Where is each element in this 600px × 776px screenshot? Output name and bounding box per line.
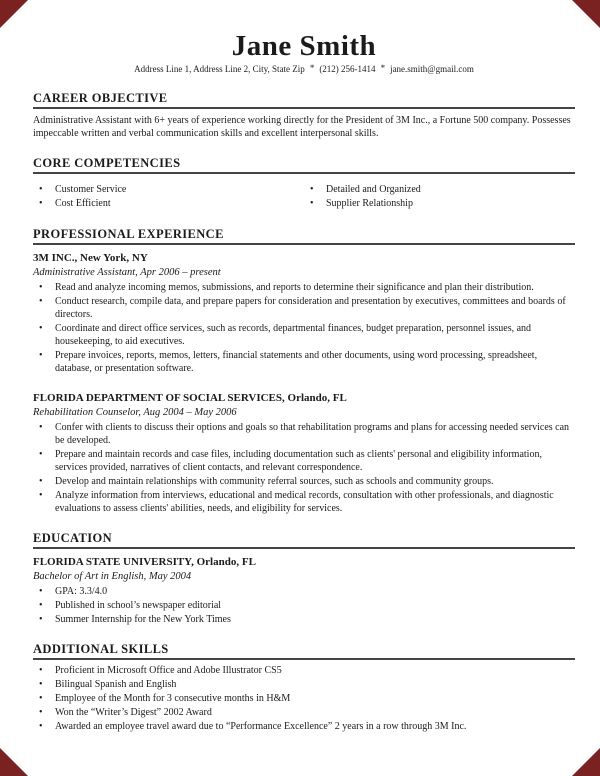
bullet-icon: •: [39, 721, 43, 732]
bullet-icon: •: [39, 707, 43, 718]
bullet-item: [33, 706, 575, 719]
job-bullet-list: [33, 421, 575, 515]
competency-column-1: [33, 179, 304, 211]
bullet-text: Conduct research, compile data, and prepare papers for consideration and presentation by executives, committees and boards of directors.: [55, 296, 566, 320]
section-career-objective: [33, 91, 575, 140]
bullet-icon: •: [39, 679, 43, 690]
bullet-icon: •: [39, 586, 43, 597]
bullet-icon: •: [39, 600, 43, 611]
section-professional-experience: [33, 227, 575, 515]
employer-name: 3M INC., New York, NY: [33, 252, 148, 264]
bullet-item: [33, 448, 575, 474]
competency-columns: [33, 179, 575, 211]
bullet-text: Develop and maintain relationships with community referral sources, such as schools and community groups.: [55, 476, 494, 487]
bullet-icon: •: [310, 184, 314, 195]
bullet-item: [33, 664, 575, 677]
bullet-icon: •: [39, 198, 43, 209]
section-paragraph: Administrative Assistant with 6+ years of experience working directly for the President of 3M Inc., a Fortune 500 company. Possesses impeccable written and verbal communication skills and excellent interpersonal skills.: [33, 115, 571, 139]
bullet-text: Summer Internship for the New York Times: [55, 614, 231, 625]
bullet-item: [33, 322, 575, 348]
corner-accent-top-right-icon: [572, 0, 600, 28]
bullet-item: [33, 489, 575, 515]
bullet-icon: •: [39, 665, 43, 676]
bullet-item: [33, 678, 575, 691]
contact-line: [33, 64, 575, 75]
bullet-item: [33, 720, 575, 733]
role-and-dates: Rehabilitation Counselor, Aug 2004 – May 2006: [33, 407, 237, 418]
bullet-text: Detailed and Organized: [326, 184, 421, 195]
bullet-icon: •: [39, 282, 43, 293]
bullet-item: [33, 599, 575, 612]
competency-column-2: [304, 179, 575, 211]
section-education: [33, 531, 575, 626]
job-entry: [33, 251, 575, 375]
section-additional-skills: [33, 642, 575, 733]
competency-list: [304, 183, 575, 210]
bullet-text: Employee of the Month for 3 consecutive months in H&M: [55, 693, 291, 704]
corner-accent-bottom-right-icon: [572, 748, 600, 776]
bullet-text: Published in school’s newspaper editorial: [55, 600, 222, 611]
bullet-item: [33, 585, 575, 598]
job-entry: [33, 555, 575, 626]
bullet-icon: •: [39, 184, 43, 195]
section-title-professional-experience: PROFESSIONAL EXPERIENCE: [33, 227, 575, 245]
bullet-item: [33, 295, 575, 321]
section-core-competencies: [33, 156, 575, 211]
corner-accent-bottom-left-icon: [0, 748, 28, 776]
bullet-icon: •: [39, 614, 43, 625]
bullet-item: [304, 197, 575, 210]
bullet-item: [33, 613, 575, 626]
bullet-text: Prepare and maintain records and case files, including documentation such as clients' personal and eligibility information, services provided, narratives of client contacts, and relevant correspondence.: [55, 449, 542, 473]
bullet-icon: •: [310, 198, 314, 209]
section-title-education: EDUCATION: [33, 531, 575, 549]
section-title-core-competencies: CORE COMPETENCIES: [33, 156, 575, 174]
job-bullet-list: [33, 585, 575, 626]
bullet-text: Awarded an employee travel award due to “Performance Excellence” 2 years in a row through 3M Inc.: [55, 721, 467, 732]
employer-name: FLORIDA DEPARTMENT OF SOCIAL SERVICES, Orlando, FL: [33, 392, 347, 404]
bullet-text: Customer Service: [55, 184, 127, 195]
job-entry: [33, 391, 575, 515]
bullet-text: Read and analyze incoming memos, submissions, and reports to determine their significance and plan their distribution.: [55, 282, 534, 293]
bullet-text: Bilingual Spanish and English: [55, 679, 177, 690]
bullet-text: Analyze information from interviews, educational and medical records, consultation with other professionals, and diagnostic evaluations to assess clients' abilities, needs, and eligibility for services.: [55, 490, 554, 514]
bullet-item: [33, 349, 575, 375]
section-title-additional-skills: ADDITIONAL SKILLS: [33, 642, 575, 660]
bullet-icon: •: [39, 350, 43, 361]
contact-email: jane.smith@gmail.com: [390, 64, 474, 74]
bullet-item: [33, 421, 575, 447]
role-and-dates: Bachelor of Art in English, May 2004: [33, 571, 192, 582]
job-bullet-list: [33, 281, 575, 375]
bullet-text: Cost Efficient: [55, 198, 111, 209]
role-and-dates: Administrative Assistant, Apr 2006 – present: [33, 267, 221, 278]
bullet-item: [33, 692, 575, 705]
bullet-icon: •: [39, 490, 43, 501]
name-title: Jane Smith: [231, 30, 377, 62]
contact-phone: (212) 256-1414: [319, 64, 376, 74]
bullet-icon: •: [39, 693, 43, 704]
bullet-icon: •: [39, 449, 43, 460]
bullet-text: Confer with clients to discuss their options and goals so that rehabilitation programs and plans for accessing needed services can be developed.: [55, 422, 570, 446]
bullet-text: GPA: 3.3/4.0: [55, 586, 108, 597]
bullet-text: Supplier Relationship: [326, 198, 413, 209]
contact-address: Address Line 1, Address Line 2, City, State Zip: [134, 64, 305, 74]
bullet-item: [33, 183, 304, 196]
bullet-text: Coordinate and direct office services, such as records, departmental finances, budget preparation, personnel issues, and housekeeping, to aid executives.: [55, 323, 532, 347]
bullet-text: Won the “Writer’s Digest” 2002 Award: [55, 707, 212, 718]
bullet-item: [33, 197, 304, 210]
bullet-item: [304, 183, 575, 196]
resume-sections: [33, 91, 575, 733]
bullet-item: [33, 475, 575, 488]
bullet-item: [33, 281, 575, 294]
bullet-icon: •: [39, 476, 43, 487]
section-title-career-objective: CAREER OBJECTIVE: [33, 91, 575, 109]
bullet-icon: •: [39, 422, 43, 433]
employer-name: FLORIDA STATE UNIVERSITY, Orlando, FL: [33, 556, 256, 568]
bullet-icon: •: [39, 323, 43, 334]
competency-list: [33, 183, 304, 210]
bullet-text: Proficient in Microsoft Office and Adobe Illustrator CS5: [55, 665, 282, 676]
corner-accent-top-left-icon: [0, 0, 28, 28]
contact-separator: *: [380, 63, 386, 73]
bullet-icon: •: [39, 296, 43, 307]
bullet-text: Prepare invoices, reports, memos, letters, financial statements and other documents, using word processing, spreadsheet, database, or presentation software.: [55, 350, 538, 374]
contact-separator: *: [309, 63, 315, 73]
skills-list: [33, 664, 575, 733]
resume-header: [33, 30, 575, 75]
